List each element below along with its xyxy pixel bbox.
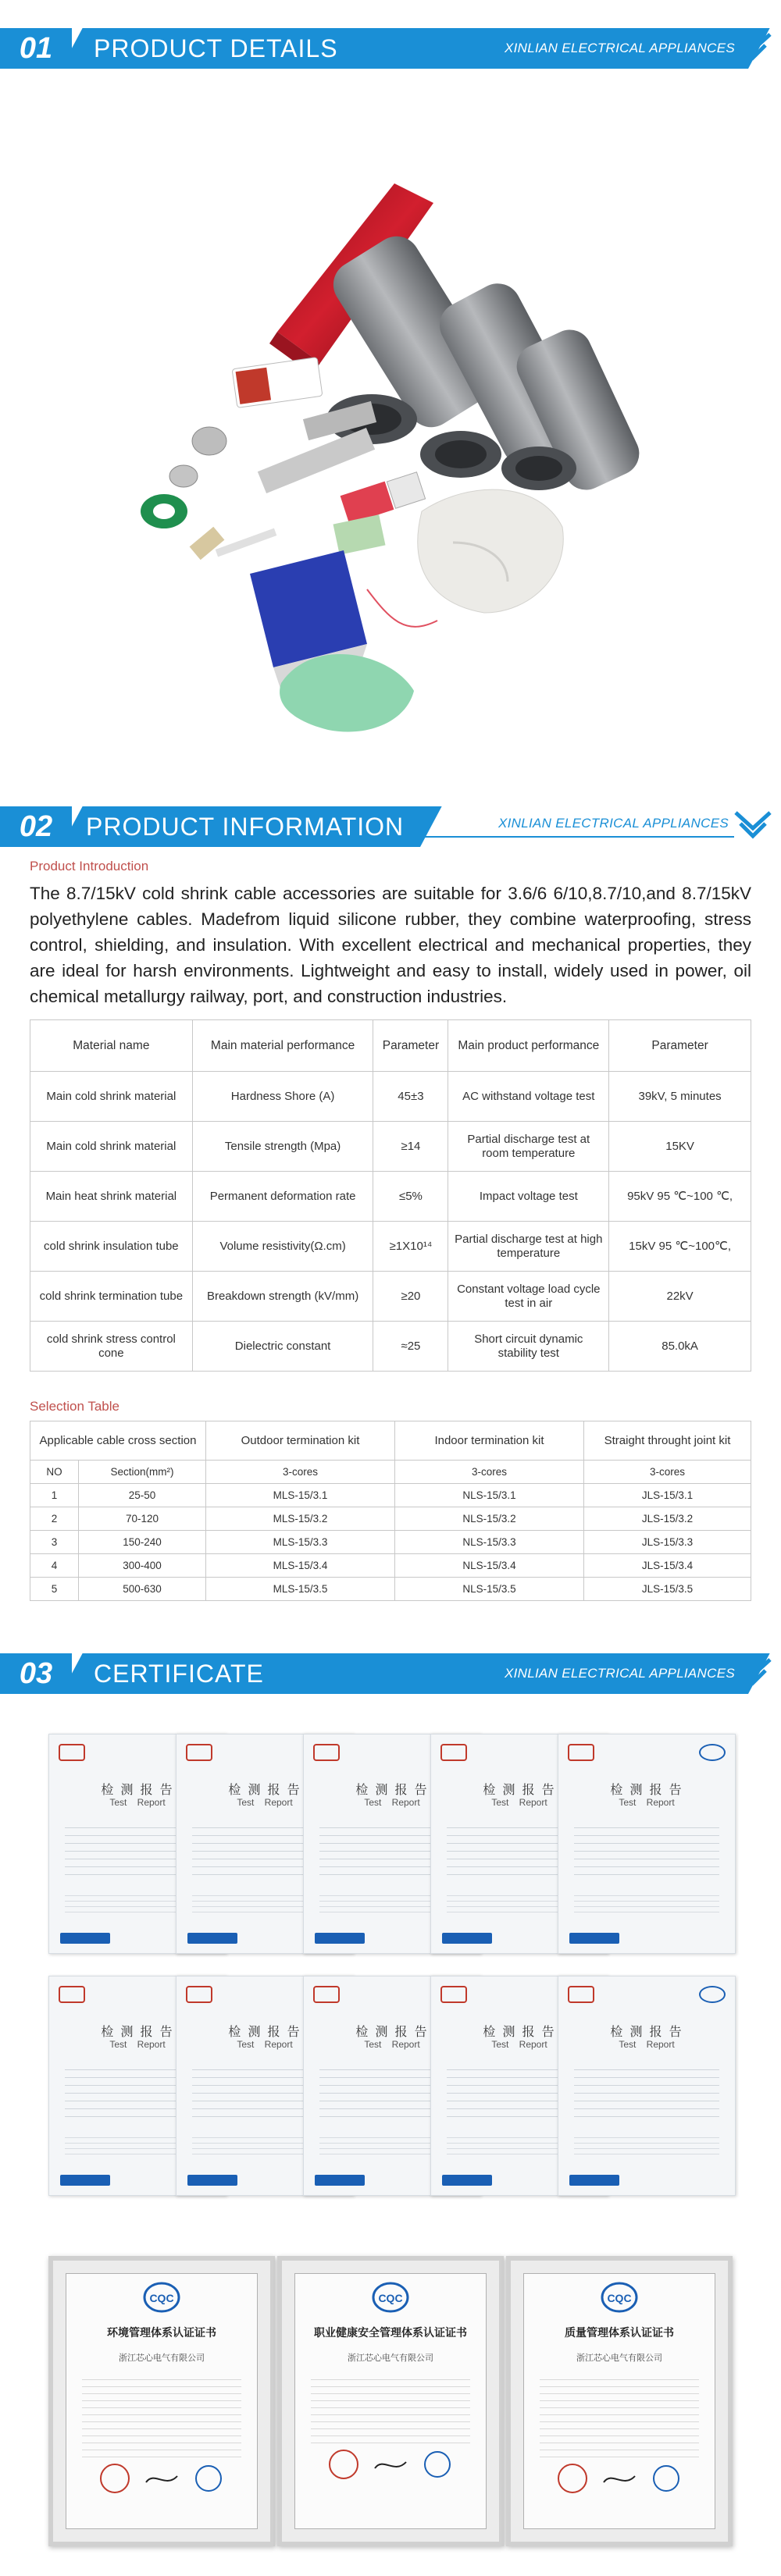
chevron-down-icon [731,28,775,69]
report-logo-icon [568,1986,594,2003]
report-title-cn: 检 测 报 告 [610,2024,683,2039]
report-footer-logo-icon [442,1933,492,1944]
report-title-cn: 检 测 报 告 [483,1782,556,1797]
selection-cell: MLS-15/3.1 [206,1484,395,1507]
company-name: XINLIAN ELECTRICAL APPLIANCES [494,813,733,834]
selection-header: Straight throught joint kit [584,1421,751,1461]
selection-cell: 150-240 [79,1531,206,1554]
report-logo-icon [59,1744,85,1761]
report-title-en: Test Report [109,1797,166,1808]
certificate-company: 浙江芯心电气有限公司 [348,2353,433,2363]
report-title-cn: 检 测 报 告 [610,1782,683,1797]
company-name: XINLIAN ELECTRICAL APPLIANCES [505,41,735,55]
report-footer-logo-icon [60,1933,110,1944]
section-header-product-information [0,792,781,863]
selection-table [30,1421,751,1601]
report-footer-logo-icon [60,2175,110,2186]
selection-header: Applicable cable cross section [30,1421,206,1461]
section-title: PRODUCT DETAILS [94,34,338,62]
spec-cell: 45±3 [373,1072,448,1122]
report-title-en: Test Report [237,2039,293,2050]
certificate-frame [48,2256,275,2546]
selection-cell: JLS-15/3.4 [584,1554,751,1578]
spec-row [30,1122,751,1172]
certification-logo-icon [66,2274,257,2321]
section-header-certificate [0,1639,781,1710]
report-title-cn: 检 测 报 告 [355,1782,429,1797]
spec-cell: ≈25 [373,1322,448,1372]
spec-row [30,1172,751,1222]
report-title-en: Test Report [619,2039,675,2050]
report-footer-logo-icon [442,2175,492,2186]
report-logo-icon [313,1744,340,1761]
cold-shrink-tubes [325,227,647,496]
seal-stamp [66,2459,257,2498]
report-title-cn: 检 测 报 告 [228,1782,301,1797]
spec-cell: AC withstand voltage test [448,1072,609,1122]
spec-cell: Main cold shrink material [30,1122,193,1172]
svg-text:CQC: CQC [149,2292,174,2304]
report-title-en: Test Report [491,2039,547,2050]
section-number: 02 [0,806,72,847]
chevron-down-icon [731,1653,775,1694]
test-report-card [558,1976,736,2196]
selection-cell: 3 [30,1531,79,1554]
report-logo-icon [59,1986,85,2003]
selection-cell: MLS-15/3.3 [206,1531,395,1554]
report-title-en: Test Report [619,1797,675,1808]
selection-header-row [30,1421,751,1461]
section-title: CERTIFICATE [94,1660,264,1688]
certificate-title: 环境管理体系认证证书 [107,2327,216,2339]
selection-cell: 1 [30,1484,79,1507]
report-footer-logo-icon [569,2175,619,2186]
selection-cell: NLS-15/3.1 [395,1484,584,1507]
selection-subheader: 3-cores [584,1461,751,1484]
report-logo-icon [186,1986,212,2003]
spec-table [30,1019,751,1372]
section-number: 03 [0,1653,72,1694]
test-report-row [48,1971,736,2205]
spec-cell: Partial discharge test at high temperature [448,1222,609,1272]
selection-subheader: NO [30,1461,79,1484]
chevron-down-icon [731,806,775,847]
report-title-en: Test Report [491,1797,547,1808]
spec-cell: Main cold shrink material [30,1072,193,1122]
report-logo-icon [568,1744,594,1761]
spec-cell: 15KV [609,1122,751,1172]
test-report-row [48,1729,736,1963]
report-title-cn: 检 测 报 告 [355,2024,429,2039]
spec-cell: Tensile strength (Mpa) [192,1122,373,1172]
spec-row [30,1222,751,1272]
selection-cell: MLS-15/3.5 [206,1578,395,1601]
svg-text:CQC: CQC [378,2292,403,2304]
spec-header: Main product performance [448,1020,609,1072]
report-title-cn: 检 测 报 告 [101,1782,174,1797]
certification-logo-icon [295,2274,486,2321]
selection-cell: NLS-15/3.5 [395,1578,584,1601]
selection-cell: 500-630 [79,1578,206,1601]
report-footer-logo-icon [569,1933,619,1944]
spec-header: Parameter [609,1020,751,1072]
selection-row [30,1507,751,1531]
spec-cell: Permanent deformation rate [192,1172,373,1222]
spec-header: Material name [30,1020,193,1072]
selection-cell: JLS-15/3.3 [584,1531,751,1554]
section-title: PRODUCT INFORMATION [86,813,405,841]
selection-cell: JLS-15/3.2 [584,1507,751,1531]
seal-stamp [295,2445,486,2484]
certificate-title: 质量管理体系认证证书 [565,2327,674,2339]
selection-cell: 300-400 [79,1554,206,1578]
spec-cell: ≥14 [373,1122,448,1172]
spec-row [30,1072,751,1122]
spec-cell: Breakdown strength (kV/mm) [192,1272,373,1322]
product-introduction-text: The 8.7/15kV cold shrink cable accessories are suitable for 3.6/6 6/10,8.7/10,and 8.7/15kV polyethylene cables. Madefrom liquid silicone rubber, they combine waterproofing, stress control, shielding, and insulation. With excellent electrical and mechanical properties, they are ideal for harsh environments. Lightweight and easy to install, widely used in power, oil chemical metallurgy railway, port, and construction industries. [30,884,751,1006]
spec-cell: 39kV, 5 minutes [609,1072,751,1122]
spec-cell: Short circuit dynamic stability test [448,1322,609,1372]
spec-cell: Main heat shrink material [30,1172,193,1222]
spec-cell: Impact voltage test [448,1172,609,1222]
selection-subheader: Section(mm²) [79,1461,206,1484]
report-title-cn: 检 测 报 告 [228,2024,301,2039]
svg-text:CQC: CQC [607,2292,632,2304]
selection-header: Outdoor termination kit [206,1421,395,1461]
spec-cell: Dielectric constant [192,1322,373,1372]
certificate-frame [277,2256,504,2546]
product-introduction-label: Product Introduction [30,859,149,873]
selection-row [30,1484,751,1507]
selection-subheader: 3-cores [206,1461,395,1484]
selection-row [30,1578,751,1601]
selection-cell: 4 [30,1554,79,1578]
spec-header-row [30,1020,751,1072]
report-logo-icon [440,1744,467,1761]
spec-cell: cold shrink insulation tube [30,1222,193,1272]
spec-header: Main material performance [192,1020,373,1072]
selection-cell: JLS-15/3.1 [584,1484,751,1507]
metal-ring [192,427,226,455]
spec-cell: cold shrink termination tube [30,1272,193,1322]
selection-cell: MLS-15/3.4 [206,1554,395,1578]
certificate-frame [506,2256,733,2546]
report-title-en: Test Report [364,1797,420,1808]
product-photo [0,74,781,777]
spec-row [30,1322,751,1372]
report-title-en: Test Report [364,2039,420,2050]
report-logo-icon [313,1986,340,2003]
certificate-title: 职业健康安全管理体系认证证书 [314,2327,467,2339]
selection-cell: 25-50 [79,1484,206,1507]
selection-row [30,1531,751,1554]
spec-cell: cold shrink stress control cone [30,1322,193,1372]
report-logo-icon [699,1986,726,2003]
selection-cell: NLS-15/3.3 [395,1531,584,1554]
spec-cell: 85.0kA [609,1322,751,1372]
spec-header: Parameter [373,1020,448,1072]
spec-cell: Volume resistivity(Ω.cm) [192,1222,373,1272]
report-footer-logo-icon [315,2175,365,2186]
selection-header: Indoor termination kit [395,1421,584,1461]
report-title-cn: 检 测 报 告 [101,2024,174,2039]
selection-cell: 70-120 [79,1507,206,1531]
spec-cell: 22kV [609,1272,751,1322]
selection-cell: NLS-15/3.4 [395,1554,584,1578]
test-report-card [558,1734,736,1954]
spec-cell: Partial discharge test at room temperature [448,1122,609,1172]
spec-cell: ≥20 [373,1272,448,1322]
selection-cell: 5 [30,1578,79,1601]
selection-subheader: 3-cores [395,1461,584,1484]
green-cloth [280,654,414,732]
report-footer-logo-icon [187,1933,237,1944]
selection-table-label: Selection Table [30,1399,119,1414]
certificate-company: 浙江芯心电气有限公司 [576,2353,662,2363]
report-title-en: Test Report [237,1797,293,1808]
selection-cell: JLS-15/3.5 [584,1578,751,1601]
selection-subheader-row [30,1461,751,1484]
spec-cell: 15kV 95 ℃~100℃, [609,1222,751,1272]
report-footer-logo-icon [315,1933,365,1944]
report-title-en: Test Report [109,2039,166,2050]
report-logo-icon [699,1744,726,1761]
report-title-cn: 检 测 报 告 [483,2024,556,2039]
company-name: XINLIAN ELECTRICAL APPLIANCES [505,1666,735,1681]
spec-cell: ≤5% [373,1172,448,1222]
section-number: 01 [0,28,72,69]
report-footer-logo-icon [187,2175,237,2186]
spec-cell: 95kV 95 ℃~100 ℃, [609,1172,751,1222]
spec-cell: Hardness Shore (A) [192,1072,373,1122]
selection-cell: NLS-15/3.2 [395,1507,584,1531]
selection-cell: MLS-15/3.2 [206,1507,395,1531]
seal-stamp [524,2459,715,2498]
selection-cell: 2 [30,1507,79,1531]
spec-row [30,1272,751,1322]
report-logo-icon [440,1986,467,2003]
spec-cell: Constant voltage load cycle test in air [448,1272,609,1322]
spec-cell: ≥1X10¹⁴ [373,1222,448,1272]
certification-logo-icon [524,2274,715,2321]
header-line [406,836,734,838]
report-logo-icon [186,1744,212,1761]
selection-row [30,1554,751,1578]
certificate-company: 浙江芯心电气有限公司 [119,2353,205,2363]
